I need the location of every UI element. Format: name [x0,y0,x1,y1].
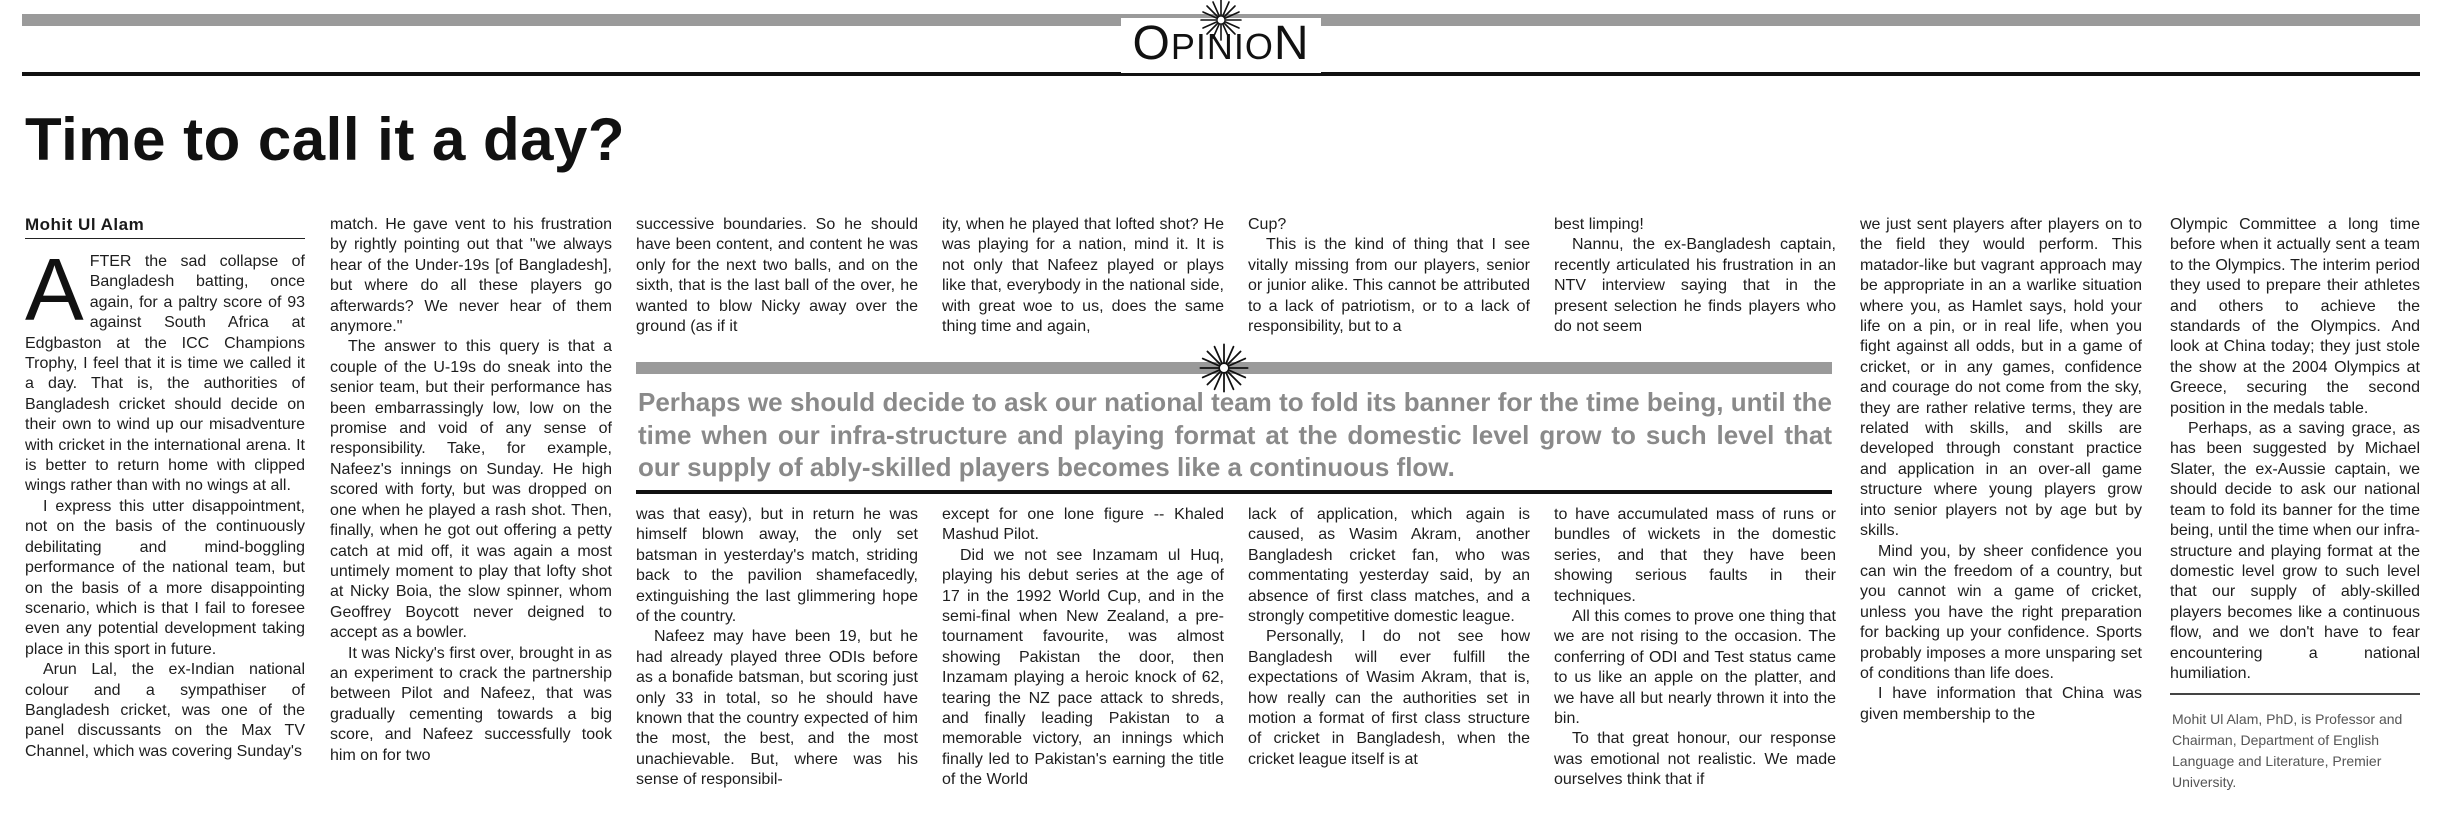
paragraph: best limping! [1554,216,1644,233]
paragraph: All this comes to prove one thing that we are not rising to the occasion. The conferring of ODI and Test status came to us like an apple on the platter, and we have all but nearly thrown it into the bin. [1554,608,1836,728]
paragraph: we just sent players after players on to the field they would perform. This matador-like but vagrant approach may be appropriate in an a warlike situation where you, as Hamlet says, hold your life on a pin, or in real life, when you fight against all odds, but in a game of cricket, or in any games, confidence and courage do not come from the sky, they are rather relative terms, they are related with skills, and skills are developed through constant practice and application in an over-all game structure where young players grow into senior players not by age but by skills. [1860,216,2142,540]
paragraph: FTER the sad collapse of Bangladesh batting, once again, for a paltry score of 93 against South Africa at Edgbaston at the ICC Champions Trophy, I feel that it is time we called it a day. That is, the authorities of Bangladesh cricket should decide on their own to wind up our misadventure with cricket in the international arena. It is better to return home with clipped wings rather than with no wings at all. [25,253,305,495]
author-note-rule [2170,693,2420,695]
drop-cap: A [25,252,84,339]
paragraph: successive boundaries. So he should have been content, and content he was only for the next two balls, and on the sixth, that is the last ball of the over, he wanted to blow Nicky away over the ground (as if it [636,216,918,336]
byline: Mohit Ul Alam [25,214,305,239]
pullquote-rule-bottom [636,490,1832,494]
paragraph: to have accumulated mass of runs or bundles of wickets in the domestic series, and that they have been showing serious faults in their techniques. [1554,506,1836,605]
article-column-7 [1860,215,2142,822]
paragraph: I express this utter disappointment, not on the basis of the continuously debilitating and mind-boggling performance of the national team, but on the basis of a more disappointing scenario, which is that I fail to foresee even any potential development taking place in this sport in future. [25,497,305,658]
paragraph: The answer to this query is that a couple of the U-19s do sneak into the senior team, but their performance has been embarrassingly low, low on the promise and void of any sense of responsibility. Take, for example, Nafeez's innings on Sunday. He high scored with forty, but was dropped on one when he played a rash shot. Then, finally, when he got out offering a petty catch at mid off, it was again a most untimely moment to play that lofty shot at Nicky Boia, the slow spinner, whom Geoffrey Boycott never deigned to accept as a bowler. [330,338,612,642]
section-title: OPINION [1121,18,1321,73]
paragraph: This is the kind of thing that I see vitally missing from our players, senior or junior alike. This cannot be attributed to a lack of patriotism, or to a lack of responsibility, but to a [1248,236,1530,336]
article-column-6-top [1554,215,1836,345]
starburst-icon [1198,342,1250,394]
article-column-6-bottom [1554,505,1836,822]
paragraph: was that easy), but in return he was himself blown away, the only set batsman in yesterday's match, striding back to the pavilion shamefacedly, extinguishing the last glimmering hope of the country. [636,506,918,626]
headline: Time to call it a day? [25,106,626,173]
article-column-5-top [1248,215,1530,345]
article-column-4-top [942,215,1224,345]
article-column-4-bottom [942,505,1224,822]
paragraph: Cup? [1248,216,1287,233]
pull-quote: Perhaps we should decide to ask our national team to fold its banner for the time being, until the time when our infra-structure and playing format at the domestic level grow to such level that our supply of ably-skilled players becomes like a continuous flow. [638,387,1832,482]
article-column-2 [330,215,612,822]
article-column-3-top [636,215,918,345]
paragraph: To that great honour, our response was emotional not realistic. We made ourselves think that if [1554,730,1836,789]
paragraph: ity, when he played that lofted shot? He was playing for a nation, mind it. It is not only that Nafeez played or plays like that, everybody in the national side, with great woe to us, does the same thing time and again, [942,216,1224,336]
paragraph: Perhaps, as a saving grace, as has been suggested by Michael Slater, the ex-Aussie captain, we should decide to ask our national team to fold its banner for the time being, until the time when our infra-structure and playing format at the domestic level grow to such level that our supply of ably-skilled players becomes like a continuous flow, and we don't have to fear encountering a national humiliation. [2170,420,2420,682]
paragraph: Mind you, by sheer confidence you can win the freedom of a country, but you cannot win a game of cricket, unless you have the right preparation for backing up your confidence. Sports probably imposes a more unsparing set of conditions than life does. [1860,542,2142,682]
paragraph: except for one lone figure -- Khaled Mashud Pilot. [942,506,1224,544]
paragraph: match. He gave vent to his frustration by rightly pointing out that "we always hear of the Under-19s [of Bangladesh], but where do all these players go afterwards? We never hear of them anymore." [330,216,612,336]
paragraph: Arun Lal, the ex-Indian national colour and a sympathiser of Bangladesh cricket, was one of the panel discussants on the Max TV Channel, which was covering Sunday's [25,661,305,760]
author-note: Mohit Ul Alam, PhD, is Professor and Chairman, Department of English Language and Literature, Premier University. [2172,711,2403,790]
paragraph: Did we not see Inzamam ul Huq, playing his debut series at the age of 17 in the 1992 World Cup, and in the semi-final when New Zealand, a pre-tournament favourite, was almost showing Pakistan the door, then Inzamam playing a heroic knock of 62, tearing the NZ pace attack to shreds, and finally leading Pakistan to a memorable victory, an innings which finally led to Pakistan's earning the title of the World [942,546,1224,789]
article-column-8 [2170,215,2420,685]
starburst-icon [1199,0,1243,42]
article-column-1 [25,252,305,822]
paragraph: Nafeez may have been 19, but he had already played three ODIs before as a bonafide batsman, but scoring just only 33 in total, so he should have known that the country expected of him the most, the best, and the most unachievable. But, where was his sense of responsibil- [636,628,918,789]
paragraph: I have information that China was given membership to the [1860,685,2142,723]
paragraph: Personally, I do not see how Bangladesh will ever fulfill the expectations of Wasim Akram, that is, how really can the authorities set in motion a format of first class structure of cricket in Bangladesh, when the cricket league itself is at [1248,628,1530,768]
paragraph: Olympic Committee a long time before when it actually sent a team to the Olympics. The interim period they used to prepare their athletes and others to achieve the standards of the Olympics. And look at China today; they just stole the show at the 2004 Olympics at Greece, securing the second position in the medals table. [2170,216,2420,417]
article-column-3-bottom [636,505,918,822]
paragraph: Nannu, the ex-Bangladesh captain, recently articulated his frustration in an NTV interview saying that in the present selection he finds players who do not seem [1554,236,1836,336]
paragraph: lack of application, which again is caused, as Wasim Akram, another Bangladesh cricket fan, who was commentating yesterday said, by an absence of first class matches, and a strongly competitive domestic league. [1248,506,1530,626]
paragraph: It was Nicky's first over, brought in as an experiment to crack the partnership between Pilot and Nafeez, that was gradually cementing towards a big score, and Nafeez successfully took him on for two [330,644,612,764]
article-column-5-bottom [1248,505,1530,822]
